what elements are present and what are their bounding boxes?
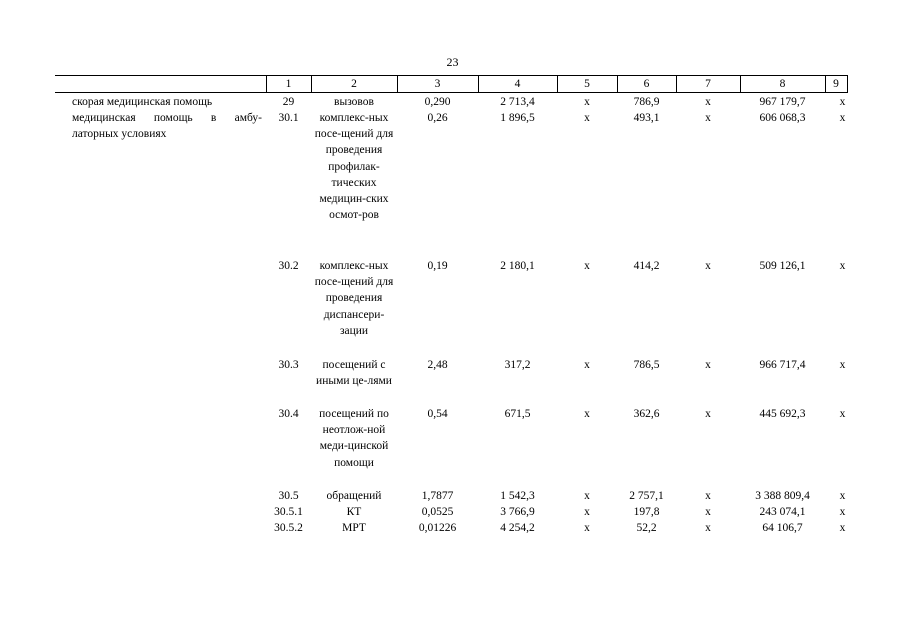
row-code: 29	[282, 96, 295, 108]
row-value-8: 967 179,7	[759, 96, 806, 108]
row-value-7: х	[705, 506, 711, 518]
row-value-3: 0,26	[427, 112, 448, 124]
row-value-9: х	[839, 408, 846, 420]
page-number: 23	[446, 55, 459, 69]
header-col-1: 1	[285, 78, 292, 90]
row-value-6: 414,2	[633, 260, 660, 272]
row-value-4: 3 766,9	[500, 506, 535, 518]
row-value-9: х	[839, 522, 846, 534]
row-code: 30.4	[278, 408, 299, 420]
row-description: скорая медицинская помощь	[72, 96, 213, 108]
header-col-7: 7	[705, 78, 711, 90]
header-col-3: 3	[434, 78, 441, 90]
row-unit: комплекс-ных посе-щений для проведения профилак-тических медицин-ских осмот-ров	[314, 112, 394, 222]
row-value-4: 4 254,2	[500, 522, 535, 534]
row-value-3: 0,54	[427, 408, 448, 420]
row-value-3: 0,19	[427, 260, 448, 272]
row-value-4: 2 180,1	[500, 260, 535, 272]
row-code: 30.5.1	[274, 506, 303, 518]
row-code: 30.3	[278, 359, 299, 371]
row-code: 30.5.2	[274, 522, 303, 534]
row-unit: МРТ	[342, 522, 366, 534]
row-value-9: х	[839, 490, 846, 502]
row-value-8: 966 717,4	[759, 359, 806, 371]
row-unit: вызовов	[334, 96, 374, 108]
row-unit: комплекс-ных посе-щений для проведения диспансери-зации	[314, 260, 394, 337]
row-value-5: х	[584, 506, 590, 518]
row-value-7: х	[705, 260, 711, 272]
row-value-6: 362,6	[633, 408, 660, 420]
row-value-6: 786,9	[633, 96, 660, 108]
row-value-8: 509 126,1	[759, 260, 806, 272]
header-col-5: 5	[584, 78, 590, 90]
row-value-6: 786,5	[633, 359, 660, 371]
header-col-4: 4	[514, 78, 521, 90]
row-value-4: 671,5	[504, 408, 531, 420]
header-col-8: 8	[779, 78, 786, 90]
row-value-8: 64 106,7	[762, 522, 803, 534]
row-code: 30.1	[278, 112, 299, 124]
row-value-4: 317,2	[504, 359, 531, 371]
row-value-9: х	[839, 96, 846, 108]
row-value-9: х	[839, 359, 846, 371]
row-value-6: 197,8	[633, 506, 660, 518]
row-value-7: х	[705, 490, 711, 502]
row-value-5: х	[584, 359, 590, 371]
row-code: 30.5	[278, 490, 299, 502]
row-description: медицинская помощь в амбу-латорных условиях	[72, 112, 262, 141]
row-value-8: 3 388 809,4	[755, 490, 810, 502]
row-value-4: 1 896,5	[500, 112, 535, 124]
row-value-6: 52,2	[636, 522, 657, 534]
row-value-8: 606 068,3	[759, 112, 806, 124]
row-value-3: 1,7877	[421, 490, 454, 502]
row-value-7: х	[705, 96, 711, 108]
row-value-7: х	[705, 112, 711, 124]
header-bottom-rule	[55, 92, 848, 93]
row-unit: КТ	[346, 506, 362, 518]
header-col-9: 9	[833, 78, 839, 90]
row-unit: посещений с иными це-лями	[316, 359, 392, 388]
row-value-6: 493,1	[633, 112, 660, 124]
row-value-7: х	[705, 522, 711, 534]
header-col-6: 6	[643, 78, 650, 90]
row-value-5: х	[584, 490, 590, 502]
row-value-5: х	[584, 408, 590, 420]
row-value-8: 445 692,3	[759, 408, 806, 420]
row-value-3: 0,0525	[421, 506, 454, 518]
column-divider	[847, 76, 848, 92]
row-value-3: 0,01226	[418, 522, 457, 534]
row-value-5: х	[584, 522, 590, 534]
row-value-4: 1 542,3	[500, 490, 535, 502]
row-value-5: х	[584, 112, 590, 124]
table-top-rule	[55, 75, 848, 76]
row-unit: обращений	[326, 490, 382, 502]
row-value-7: х	[705, 359, 711, 371]
row-value-9: х	[839, 506, 846, 518]
row-value-3: 0,290	[424, 96, 451, 108]
row-value-4: 2 713,4	[500, 96, 535, 108]
row-value-3: 2,48	[427, 359, 448, 371]
row-unit: посещений по неотлож-ной меди-цинской помощи	[319, 408, 389, 469]
row-value-6: 2 757,1	[629, 490, 664, 502]
row-value-9: х	[839, 112, 846, 124]
row-value-8: 243 074,1	[759, 506, 806, 518]
row-value-9: х	[839, 260, 846, 272]
row-value-5: х	[584, 260, 590, 272]
row-code: 30.2	[278, 260, 299, 272]
header-col-2: 2	[351, 78, 357, 90]
row-value-7: х	[705, 408, 711, 420]
row-value-5: х	[584, 96, 590, 108]
